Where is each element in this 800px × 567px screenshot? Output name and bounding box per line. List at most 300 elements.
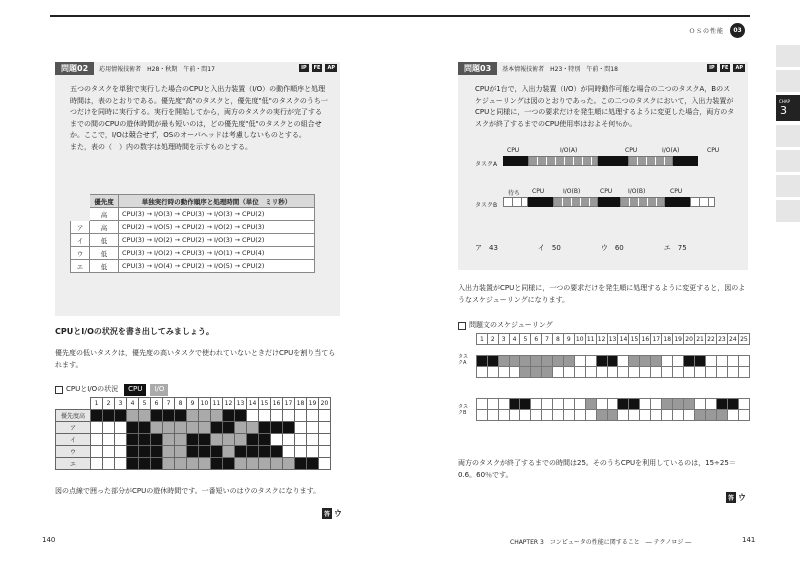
grid-cell	[319, 458, 331, 470]
grid-row	[56, 410, 331, 422]
grid-cell	[247, 422, 259, 434]
grid-cell	[199, 446, 211, 458]
grid-cell	[295, 434, 307, 446]
grid-cell	[295, 422, 307, 434]
schedule-cell	[695, 399, 706, 410]
schedule-cell	[477, 356, 488, 367]
grid-cell	[307, 458, 319, 470]
time-header: 16	[271, 398, 283, 410]
chart-caption: 図の点線で囲った部分がCPUの遊休時間です。一番短いのはウのタスクになります。	[55, 487, 321, 495]
schedule-cell	[520, 399, 531, 410]
side-tab-7[interactable]	[776, 200, 800, 222]
grid-cell	[151, 434, 163, 446]
grid-cell	[187, 422, 199, 434]
table-row: 高 CPU(3) → I/O(3) → CPU(3) → I/O(3) → CPU(2)	[71, 208, 315, 221]
time-header: 11	[586, 335, 595, 343]
grid-cell	[235, 434, 247, 446]
schedule-cell	[509, 356, 520, 367]
grid-row	[56, 422, 331, 434]
grid-cell	[295, 410, 307, 422]
schedule-cell	[563, 356, 574, 367]
taskA-cpu-label: CPU	[625, 147, 638, 154]
grid-cell	[211, 410, 223, 422]
schedule-cell	[738, 399, 749, 410]
table-header	[71, 195, 90, 208]
grid-cell	[151, 410, 163, 422]
grid-cell	[115, 458, 127, 470]
time-header: 1	[477, 334, 488, 345]
schedule-cell	[684, 410, 695, 421]
time-header: 20	[685, 335, 693, 343]
grid-cell	[91, 446, 103, 458]
grid-cell	[163, 410, 175, 422]
grid-cell	[127, 410, 139, 422]
schedule-cell	[607, 367, 618, 378]
grid-cell	[211, 446, 223, 458]
schedule-cell	[498, 399, 509, 410]
time-header: 13	[608, 335, 617, 343]
time-header: 7	[542, 334, 553, 345]
grid-cell	[259, 458, 271, 470]
legend-cpu: CPU	[124, 384, 146, 396]
schedule-cell	[477, 410, 488, 421]
schedule-cell	[487, 399, 498, 410]
schedule-cell	[705, 410, 716, 421]
schedule-cell	[607, 399, 618, 410]
schedule-cell	[553, 367, 564, 378]
badge-ip: IP	[709, 65, 715, 71]
schedule-cell	[651, 367, 662, 378]
schedule-cell	[585, 367, 596, 378]
choice-a[interactable]: ア 43	[475, 244, 498, 252]
time-header: 3	[498, 334, 509, 345]
grid-cell	[211, 434, 223, 446]
schedule-cell	[629, 399, 640, 410]
taskB-io-label: I/O(B)	[628, 188, 646, 195]
schedule-cell	[629, 356, 640, 367]
schedule-cell	[520, 356, 531, 367]
grid-cell	[175, 434, 187, 446]
grid-cell	[103, 446, 115, 458]
schedule-cell	[651, 410, 662, 421]
grid-cell	[91, 458, 103, 470]
schedule-cell	[542, 356, 553, 367]
choice-e[interactable]: エ 75	[663, 244, 687, 252]
schedule-row-a	[477, 356, 750, 367]
table-header: 単独実行時の動作順序と処理時間（単位 ミリ秒）	[119, 195, 315, 208]
badge-ip: IP	[301, 65, 307, 71]
grid-cell	[199, 458, 211, 470]
taskB-wait-label: 待ち	[508, 190, 521, 197]
question-02-source: 応用情報技術者 H28・秋期 午前・問17	[99, 65, 215, 73]
time-header: 4	[127, 398, 139, 410]
schedule-cell	[716, 410, 727, 421]
time-header: 4	[509, 334, 520, 345]
legend-io: I/O	[150, 384, 168, 396]
explanation-heading: CPUとI/Oの状況を書き出してみましょう。	[55, 327, 214, 336]
schedule-cell	[695, 367, 706, 378]
cpu-io-grid	[55, 397, 331, 470]
schedule-taskA-label: タスクA	[458, 354, 469, 366]
grid-cell	[223, 458, 235, 470]
grid-cell	[187, 446, 199, 458]
time-header: 5	[520, 334, 531, 345]
schedule-cell	[640, 356, 651, 367]
schedule-cell	[684, 356, 695, 367]
time-header: 22	[707, 335, 715, 343]
schedule-cell	[477, 367, 488, 378]
q03-schedule	[475, 144, 720, 224]
taskB-cpu-label: CPU	[600, 188, 613, 195]
time-header: 12	[223, 398, 235, 410]
grid-cell	[223, 410, 235, 422]
schedule-cell	[520, 410, 531, 421]
schedule-cell	[487, 367, 498, 378]
schedule-cell	[531, 367, 542, 378]
schedule-cell	[705, 356, 716, 367]
schedule-cell	[574, 367, 585, 378]
taskA-label: タスクA	[475, 161, 498, 168]
taskA-io-label: I/O(A)	[662, 147, 680, 154]
grid-cell	[139, 458, 151, 470]
right-paragraph: 入出力装置がCPUと同様に，一つの要求だけを発生順に処理するように変更すると，図のようなスケジューリングになります。	[458, 284, 746, 304]
schedule-cell	[651, 356, 662, 367]
schedule-cell	[705, 367, 716, 378]
time-header: 25	[740, 335, 748, 343]
schedule-cell	[498, 356, 509, 367]
page-number-left: 140	[42, 536, 56, 544]
grid-cell	[295, 446, 307, 458]
time-header: 21	[696, 335, 704, 343]
grid-cell	[175, 458, 187, 470]
side-tab-1[interactable]	[776, 45, 800, 67]
grid-row-label: ア	[56, 422, 91, 434]
taskB-io-label: I/O(B)	[563, 188, 581, 195]
grid-cell	[319, 410, 331, 422]
grid-cell	[103, 458, 115, 470]
schedule-cell	[727, 399, 738, 410]
schedule-grid	[476, 333, 750, 421]
page-number-right: 141	[742, 536, 756, 544]
schedule-cell	[716, 367, 727, 378]
grid-cell	[199, 410, 211, 422]
schedule-cell	[640, 367, 651, 378]
grid-cell	[199, 422, 211, 434]
grid-row	[56, 458, 331, 470]
time-header: 12	[597, 335, 606, 343]
schedule-cell	[673, 356, 684, 367]
figure-icon	[55, 386, 63, 394]
grid-row-label: ウ	[56, 446, 91, 458]
schedule-cell	[727, 410, 738, 421]
answer-right: 答 ウ	[728, 493, 747, 502]
schedule-cell	[531, 356, 542, 367]
time-header: 19	[307, 398, 319, 410]
grid-cell	[103, 410, 115, 422]
grid-cell	[271, 422, 283, 434]
schedule-cell	[487, 410, 498, 421]
question-03-source: 基本情報技術者 H23・特別 午前・問18	[502, 65, 618, 73]
time-header: 3	[115, 398, 127, 410]
grid-cell	[259, 410, 271, 422]
time-header: 7	[163, 398, 175, 410]
time-header: 13	[235, 398, 247, 410]
grid-cell	[127, 446, 139, 458]
grid-cell	[175, 446, 187, 458]
schedule-cell	[596, 356, 607, 367]
taskA-cpu-label: CPU	[507, 147, 520, 154]
schedule-cell	[553, 410, 564, 421]
schedule-cell	[531, 399, 542, 410]
time-header: 17	[652, 335, 661, 343]
schedule-row-b	[477, 399, 750, 410]
section-header	[650, 22, 745, 38]
schedule-cell	[716, 356, 727, 367]
answer-left: 答 ウ	[324, 509, 343, 518]
choice-i[interactable]: イ 50	[537, 244, 561, 252]
schedule-cell	[640, 410, 651, 421]
time-header: 9	[563, 334, 574, 345]
top-rule	[50, 15, 750, 17]
time-header: 1	[91, 398, 103, 410]
grid-cell	[139, 422, 151, 434]
taskA-bar	[503, 156, 723, 166]
schedule-cell	[673, 367, 684, 378]
schedule-cell	[596, 399, 607, 410]
time-header: 11	[211, 398, 223, 410]
choice-u[interactable]: ウ 60	[600, 244, 624, 252]
grid-cell	[235, 422, 247, 434]
schedule-cell	[498, 367, 509, 378]
grid-cell	[127, 458, 139, 470]
grid-cell	[211, 458, 223, 470]
grid-cell	[115, 422, 127, 434]
grid-cell	[283, 410, 295, 422]
question-02-text: 五つのタスクを単独で実行した場合のCPUと入出力装置（I/O）の動作順序と処理時間は，表のとおりである。優先度"高"のタスクと，優先度"低"のタスクのうち一つだけを同時に実行する。実行を開始してから，両方のタスクの実行が完了するまでの間のCPUの遊休時間が最も短いのは，どの優先度"低"のタスクとの組合せか。ここで，I/Oは競合せず，OSのオーバヘッドは考慮しないものとする。 また，表の（ ）内の数字は処理時間を示すものとする。	[70, 85, 328, 151]
grid-cell	[283, 446, 295, 458]
schedule-cell	[509, 367, 520, 378]
time-header: 2	[487, 334, 498, 345]
schedule-cell	[738, 410, 749, 421]
schedule-cell	[574, 399, 585, 410]
schedule-cell	[629, 410, 640, 421]
schedule-cell	[738, 367, 749, 378]
grid-cell	[271, 410, 283, 422]
grid-cell	[283, 422, 295, 434]
grid-cell	[139, 434, 151, 446]
schedule-cell	[509, 410, 520, 421]
schedule-cell	[662, 410, 673, 421]
q03-choices	[475, 243, 725, 255]
grid-cell	[163, 458, 175, 470]
schedule-cell	[563, 399, 574, 410]
schedule-cell	[542, 367, 553, 378]
priority-table	[70, 194, 315, 273]
grid-cell	[283, 434, 295, 446]
time-header: 18	[295, 398, 307, 410]
schedule-cell	[563, 367, 574, 378]
table-row: ア 高 CPU(2) → I/O(5) → CPU(2) → I/O(2) → CPU(3)	[71, 221, 315, 234]
table-row: ウ 低 CPU(3) → I/O(2) → CPU(3) → I/O(1) → CPU(4)	[71, 247, 315, 260]
grid-cell	[211, 422, 223, 434]
grid-cell	[235, 446, 247, 458]
schedule-cell	[596, 410, 607, 421]
grid-cell	[271, 446, 283, 458]
grid-cell	[163, 434, 175, 446]
grid-cell	[319, 422, 331, 434]
grid-cell	[223, 422, 235, 434]
grid-cell	[91, 410, 103, 422]
badge-ap: AP	[327, 65, 335, 71]
grid-row	[56, 434, 331, 446]
grid-cell	[115, 434, 127, 446]
schedule-cell	[542, 410, 553, 421]
taskB-bar	[503, 197, 723, 207]
grid-cell	[187, 458, 199, 470]
taskB-label: タスクB	[475, 202, 498, 209]
time-header: 8	[553, 334, 564, 345]
grid-cell	[223, 446, 235, 458]
grid-cell	[163, 422, 175, 434]
time-header: 17	[283, 398, 295, 410]
badge-fe: FE	[313, 65, 321, 71]
schedule-cell	[585, 410, 596, 421]
question-03-number: 問題03	[458, 62, 497, 75]
answer-label: 答	[726, 492, 736, 503]
grid-cell	[319, 446, 331, 458]
grid-row-label: 優先度高	[56, 410, 91, 422]
schedule-cell	[618, 356, 629, 367]
grid-cell	[271, 458, 283, 470]
grid-cell	[103, 434, 115, 446]
taskA-io-label: I/O(A)	[560, 147, 578, 154]
schedule-cell	[618, 399, 629, 410]
schedule-cell	[607, 410, 618, 421]
schedule-cell	[738, 356, 749, 367]
time-header: 14	[619, 335, 628, 343]
question-03-header	[458, 62, 748, 74]
time-header: 24	[729, 335, 737, 343]
side-tab-6[interactable]	[776, 175, 800, 197]
grid-cell	[247, 434, 259, 446]
explanation-paragraph: 優先度の低いタスクは，優先度の高いタスクで使われていないときだけCPUを割り当てられます。	[55, 349, 336, 369]
schedule-cell	[684, 399, 695, 410]
grid-cell	[223, 434, 235, 446]
schedule-cell	[705, 399, 716, 410]
grid-cell	[199, 434, 211, 446]
section-title: ＯＳの性能	[688, 27, 724, 35]
table-row: イ 低 CPU(3) → I/O(2) → CPU(2) → I/O(3) → CPU(2)	[71, 234, 315, 247]
grid-cell	[151, 458, 163, 470]
schedule-cell	[585, 356, 596, 367]
time-header: 10	[199, 398, 211, 410]
time-header: 2	[103, 398, 115, 410]
schedule-cell	[498, 410, 509, 421]
grid-cell	[259, 422, 271, 434]
taskB-cpu-label: CPU	[532, 188, 545, 195]
grid-cell	[91, 434, 103, 446]
grid-cell	[271, 434, 283, 446]
schedule-cell	[509, 399, 520, 410]
answer-label: 答	[322, 508, 332, 519]
grid-cell	[247, 458, 259, 470]
taskB-cpu-label: CPU	[670, 188, 683, 195]
grid-cell	[307, 422, 319, 434]
grid-cell	[319, 434, 331, 446]
schedule-cell	[542, 399, 553, 410]
grid-cell	[175, 422, 187, 434]
schedule-cell	[574, 356, 585, 367]
grid-cell	[295, 458, 307, 470]
grid-cell	[307, 434, 319, 446]
figure-icon	[458, 322, 466, 330]
schedule-cell	[585, 399, 596, 410]
grid-cell	[139, 410, 151, 422]
schedule-cell	[574, 410, 585, 421]
schedule-cell	[553, 356, 564, 367]
schedule-cell	[596, 367, 607, 378]
grid-cell	[175, 410, 187, 422]
grid-cell	[259, 446, 271, 458]
footer-chapter: CHAPTER 3 コンピュータの性能に関すること ― テクノロジ ―	[510, 539, 692, 546]
grid-cell	[235, 458, 247, 470]
grid-cell	[103, 422, 115, 434]
time-header: 20	[319, 398, 331, 410]
grid-cell	[115, 446, 127, 458]
grid-cell	[259, 434, 271, 446]
schedule-cell	[607, 356, 618, 367]
time-header: 5	[139, 398, 151, 410]
schedule-cell	[563, 410, 574, 421]
taskA-cpu-label: CPU	[707, 147, 720, 154]
grid-cell	[127, 422, 139, 434]
time-header: 10	[575, 335, 584, 343]
time-header: 6	[151, 398, 163, 410]
schedule-cell	[531, 410, 542, 421]
schedule-cell	[662, 356, 673, 367]
schedule-chart	[458, 333, 750, 438]
question-02-header	[55, 62, 340, 74]
schedule-cell	[618, 410, 629, 421]
grid-cell	[91, 422, 103, 434]
schedule-cell	[716, 399, 727, 410]
grid-cell	[307, 410, 319, 422]
grid-row-label: イ	[56, 434, 91, 446]
table-row: エ 低 CPU(3) → I/O(4) → CPU(2) → I/O(5) → CPU(2)	[71, 260, 315, 273]
time-header: 15	[259, 398, 271, 410]
side-tab-chapter-3[interactable]: CHAP 3	[776, 95, 800, 121]
time-header: 6	[531, 334, 542, 345]
schedule-cell	[695, 356, 706, 367]
section-number: 03	[730, 23, 745, 38]
time-header: 18	[663, 335, 672, 343]
schedule-cell	[673, 399, 684, 410]
schedule-cell	[629, 367, 640, 378]
time-header: 8	[175, 398, 187, 410]
side-tab-5[interactable]	[776, 150, 800, 172]
side-tab-2[interactable]	[776, 70, 800, 92]
grid-cell	[127, 434, 139, 446]
question-02-number: 問題02	[55, 62, 94, 75]
schedule-cell	[695, 410, 706, 421]
grid-cell	[151, 446, 163, 458]
schedule-cell	[520, 367, 531, 378]
side-tab-4[interactable]	[776, 125, 800, 147]
time-header: 15	[630, 335, 639, 343]
badge-fe: FE	[721, 65, 729, 71]
schedule-taskB-label: タスクB	[458, 404, 469, 416]
grid-row	[56, 446, 331, 458]
